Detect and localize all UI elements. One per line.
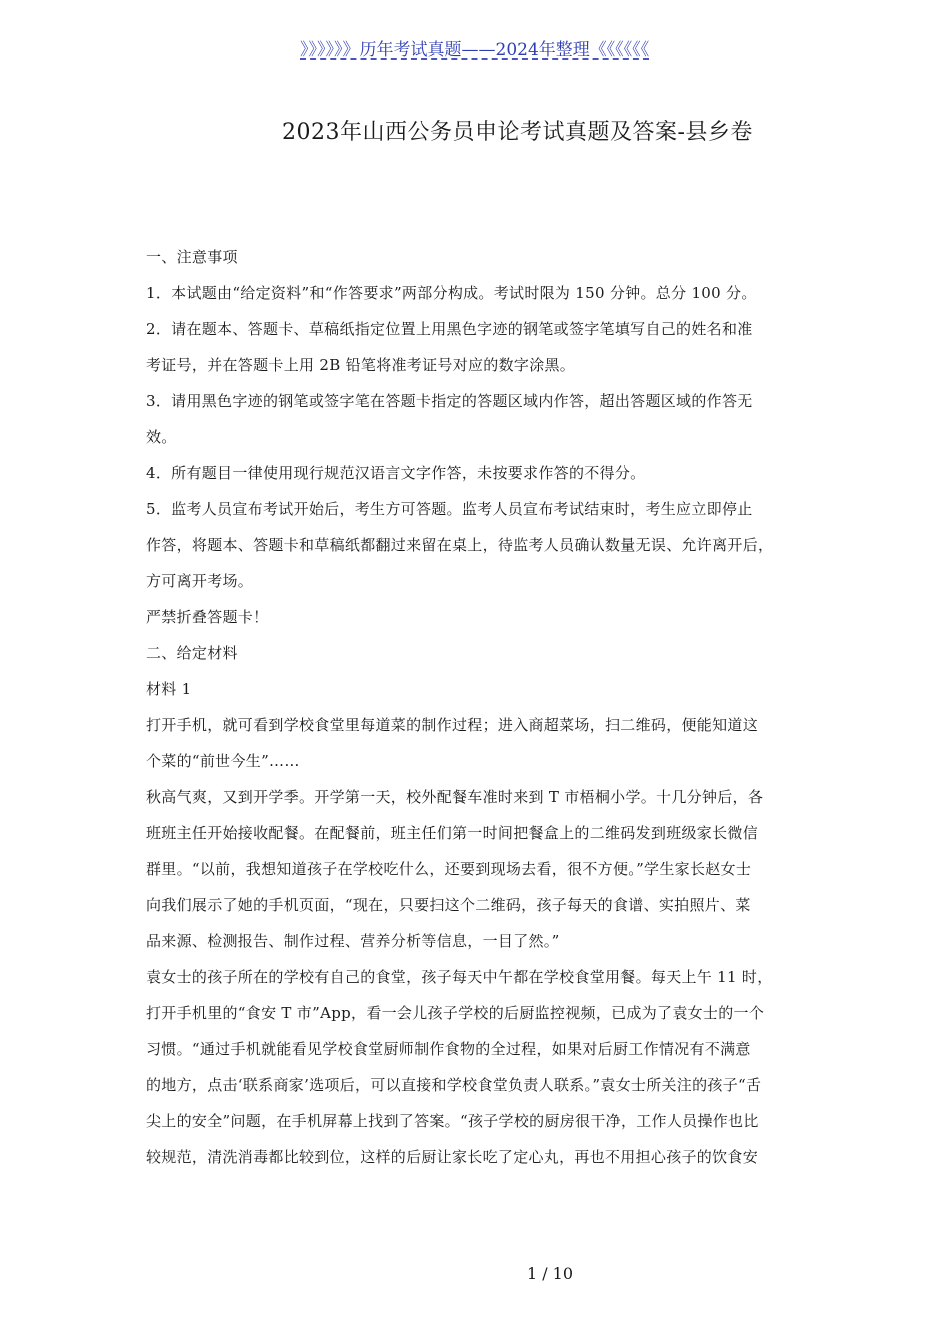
text-line: 打开手机里的“食安 T 市”App，看一会儿孩子学校的后厨监控视频，已成为了袁女士的一个 bbox=[146, 1004, 765, 1022]
text-line: 3．请用黑色字迹的钢笔或签字笔在答题卡指定的答题区域内作答，超出答题区域的作答无 bbox=[146, 392, 753, 410]
document-title: 2023年山西公务员申论考试真题及答案-县乡卷 bbox=[282, 120, 753, 145]
text-line: 二、给定材料 bbox=[146, 644, 238, 662]
text-line: 5．监考人员宣布考试开始后，考生方可答题。监考人员宣布考试结束时，考生应立即停止 bbox=[146, 500, 753, 518]
text-line: 品来源、检测报告、制作过程、营养分析等信息，一目了然。” bbox=[146, 932, 560, 950]
document-body bbox=[146, 244, 846, 1180]
text-line: 2．请在题本、答题卡、草稿纸指定位置上用黑色字迹的钢笔或签字笔填写自己的姓名和准 bbox=[146, 320, 753, 338]
text-line: 向我们展示了她的手机页面，“现在，只要扫这个二维码，孩子每天的食谱、实拍照片、菜 bbox=[146, 896, 751, 914]
text-line: 班班主任开始接收配餐。在配餐前，班主任们第一时间把餐盒上的二维码发到班级家长微信 bbox=[146, 824, 759, 842]
text-line: 4．所有题目一律使用现行规范汉语言文字作答，未按要求作答的不得分。 bbox=[146, 464, 646, 482]
text-line: 效。 bbox=[146, 428, 177, 446]
text-line: 一、注意事项 bbox=[146, 248, 238, 266]
text-line: 习惯。“通过手机就能看见学校食堂厨师制作食物的全过程，如果对后厨工作情况有不满意 bbox=[146, 1040, 751, 1058]
text-line: 考证号，并在答题卡上用 2B 铅笔将准考证号对应的数字涂黑。 bbox=[146, 356, 576, 374]
text-line: 材料 1 bbox=[146, 680, 192, 698]
text-line: 个菜的“前世今生”…… bbox=[146, 752, 300, 770]
text-line: 群里。“以前，我想知道孩子在学校吃什么，还要到现场去看，很不方便。”学生家长赵女士 bbox=[146, 860, 752, 878]
text-line: 的地方，点击‘联系商家’选项后，可以直接和学校食堂负责人联系。”袁女士所关注的孩子“舌 bbox=[146, 1076, 762, 1094]
text-line: 作答，将题本、答题卡和草稿纸都翻过来留在桌上，待监考人员确认数量无误、允许离开后， bbox=[146, 536, 774, 554]
text-line: 秋高气爽，又到开学季。开学第一天，校外配餐车准时来到 T 市梧桐小学。十几分钟后，各 bbox=[146, 788, 764, 806]
text-line: 打开手机，就可看到学校食堂里每道菜的制作过程；进入商超菜场，扫二维码，便能知道这 bbox=[146, 716, 759, 734]
text-line: 方可离开考场。 bbox=[146, 572, 254, 590]
text-line: 1．本试题由“给定资料”和“作答要求”两部分构成。考试时限为 150 分钟。总分 100 分。 bbox=[146, 284, 757, 302]
text-line: 袁女士的孩子所在的学校有自己的食堂，孩子每天中午都在学校食堂用餐。每天上午 11 时， bbox=[146, 968, 773, 986]
header-link[interactable]: 》》》》》》历年考试真题——2024年整理《《《《《《 bbox=[300, 40, 650, 60]
text-line: 较规范，清洗消毒都比较到位，这样的后厨让家长吃了定心丸，再也不用担心孩子的饮食安 bbox=[146, 1148, 759, 1166]
text-line: 尖上的安全”问题，在手机屏幕上找到了答案。“孩子学校的厨房很干净，工作人员操作也比 bbox=[146, 1112, 759, 1130]
text-line: 严禁折叠答题卡！ bbox=[146, 608, 269, 626]
page-number: 1 / 10 bbox=[526, 1264, 574, 1283]
